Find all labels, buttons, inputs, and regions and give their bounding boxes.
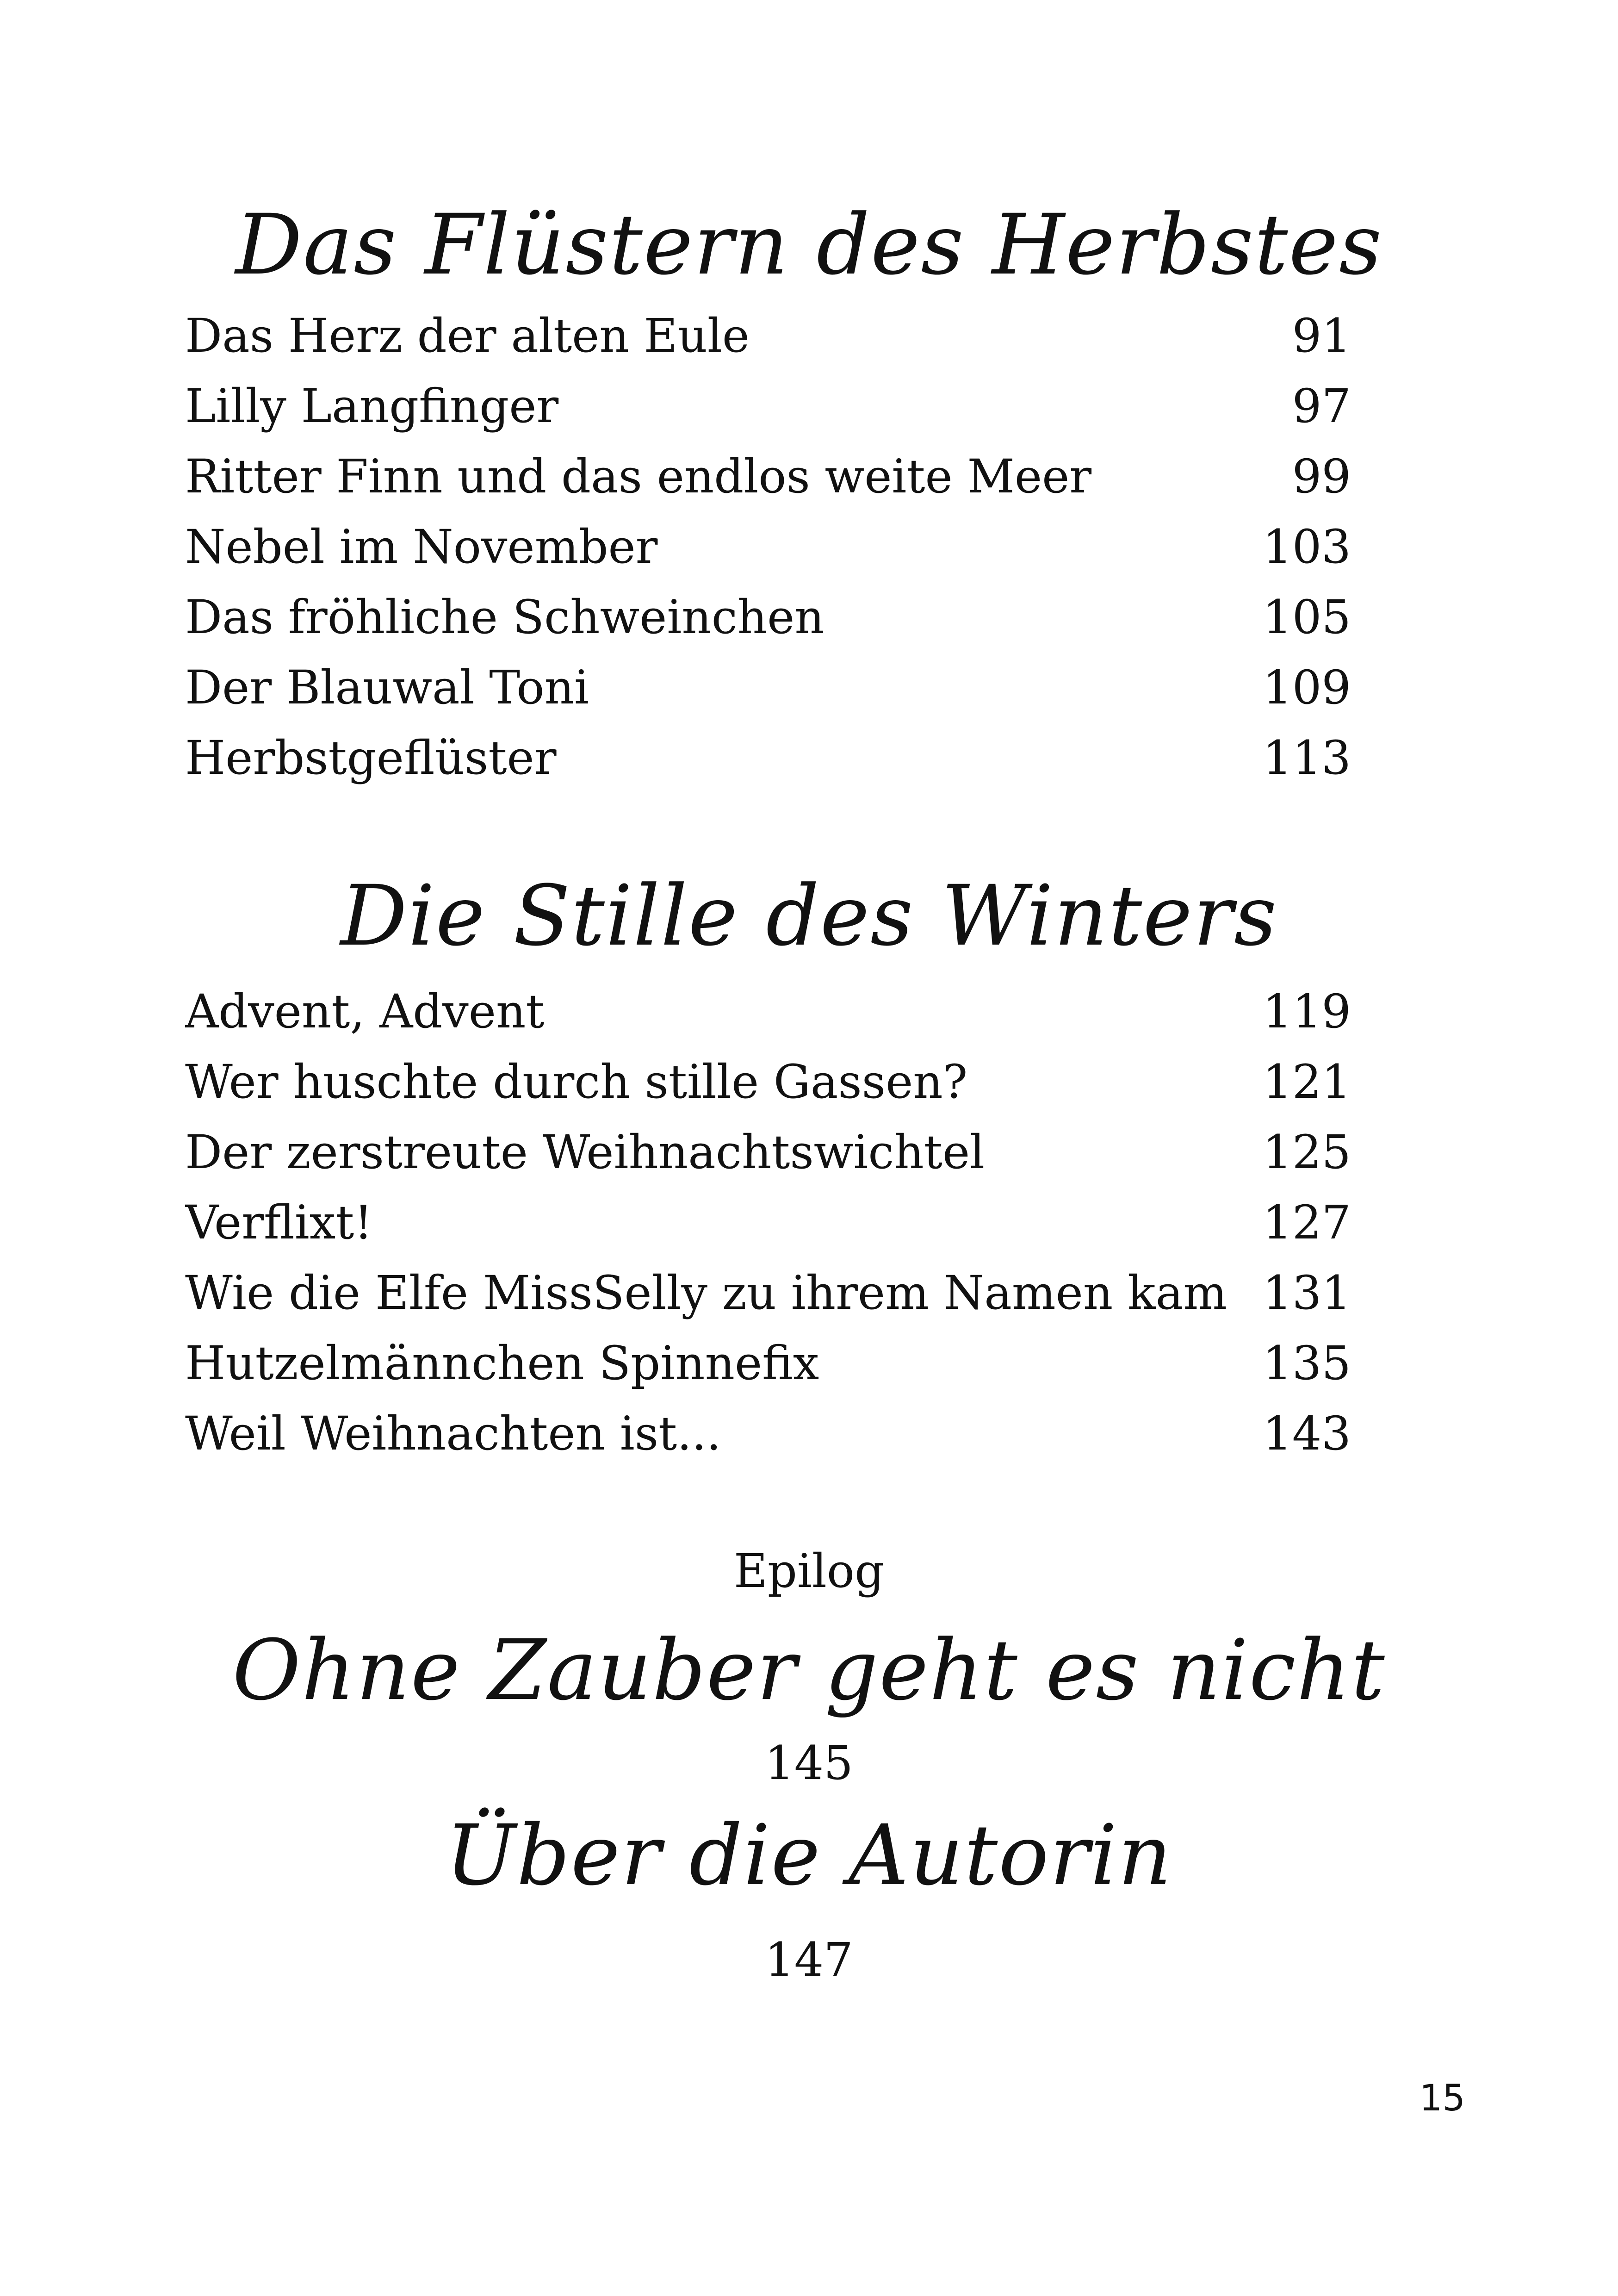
toc-entry xyxy=(185,512,1351,582)
toc-entry xyxy=(185,723,1351,793)
toc-entry-title: Lilly Langfinger xyxy=(185,379,559,433)
epilog-title: Ohne Zauber geht es nicht xyxy=(232,1622,1386,1719)
toc-entry xyxy=(185,1047,1351,1117)
toc-entry-page: 91 xyxy=(1292,309,1351,363)
toc-entry-page: 99 xyxy=(1292,449,1351,504)
toc-entry xyxy=(185,653,1351,723)
toc-entry xyxy=(185,1399,1351,1469)
toc-entry-title: Der Blauwal Toni xyxy=(185,660,589,715)
about-title: Über die Autorin xyxy=(445,1807,1173,1904)
toc-entry-title: Wie die Elfe MissSelly zu ihrem Namen kam xyxy=(185,1266,1227,1320)
toc-entry-page: 103 xyxy=(1263,520,1351,574)
section-heading-autumn: Das Flüstern des Herbstes xyxy=(235,197,1383,293)
toc-entry xyxy=(185,582,1351,653)
toc-entry-page: 135 xyxy=(1263,1336,1351,1390)
page-number: 15 xyxy=(1419,2078,1465,2119)
epilog-label: Epilog xyxy=(733,1544,885,1598)
toc-entry xyxy=(185,977,1351,1047)
toc-entry-page: 121 xyxy=(1263,1055,1351,1109)
section-heading-winter: Die Stille des Winters xyxy=(340,868,1278,964)
toc-entry-page: 125 xyxy=(1263,1125,1351,1179)
toc-entry-title: Weil Weihnachten ist... xyxy=(185,1406,721,1461)
toc-entry-page: 143 xyxy=(1263,1406,1351,1461)
toc-entry-title: Der zerstreute Weihnachtswichtel xyxy=(185,1125,985,1179)
toc-entry-title: Wer huschte durch stille Gassen? xyxy=(185,1055,968,1109)
toc-entry-title: Hutzelmännchen Spinnefix xyxy=(185,1336,819,1390)
toc-entry-title: Das fröhliche Schweinchen xyxy=(185,590,824,644)
toc-entry xyxy=(185,442,1351,512)
toc-entry xyxy=(185,1328,1351,1399)
toc-entry-page: 131 xyxy=(1263,1266,1351,1320)
toc-entry-title: Verflixt! xyxy=(185,1195,373,1250)
toc-entry-title: Das Herz der alten Eule xyxy=(185,309,750,363)
toc-entry-page: 119 xyxy=(1263,984,1351,1039)
toc-entry-title: Herbstgeflüster xyxy=(185,731,557,785)
toc-entry-title: Ritter Finn und das endlos weite Meer xyxy=(185,449,1092,504)
section-list-winter xyxy=(185,977,1351,1469)
toc-entry-page: 109 xyxy=(1263,660,1351,715)
toc-entry-page: 127 xyxy=(1263,1195,1351,1250)
epilog-page: 145 xyxy=(765,1736,853,1790)
toc-entry-page: 97 xyxy=(1292,379,1351,433)
toc-entry-title: Nebel im November xyxy=(185,520,658,574)
toc-entry-title: Advent, Advent xyxy=(185,984,545,1039)
toc-entry xyxy=(185,1117,1351,1188)
toc-entry xyxy=(185,1258,1351,1328)
section-list-autumn xyxy=(185,301,1351,793)
toc-entry xyxy=(185,1188,1351,1258)
toc-entry-page: 105 xyxy=(1263,590,1351,644)
toc-entry xyxy=(185,301,1351,371)
toc-entry xyxy=(185,371,1351,442)
about-page: 147 xyxy=(765,1933,853,1987)
toc-entry-page: 113 xyxy=(1263,731,1351,785)
